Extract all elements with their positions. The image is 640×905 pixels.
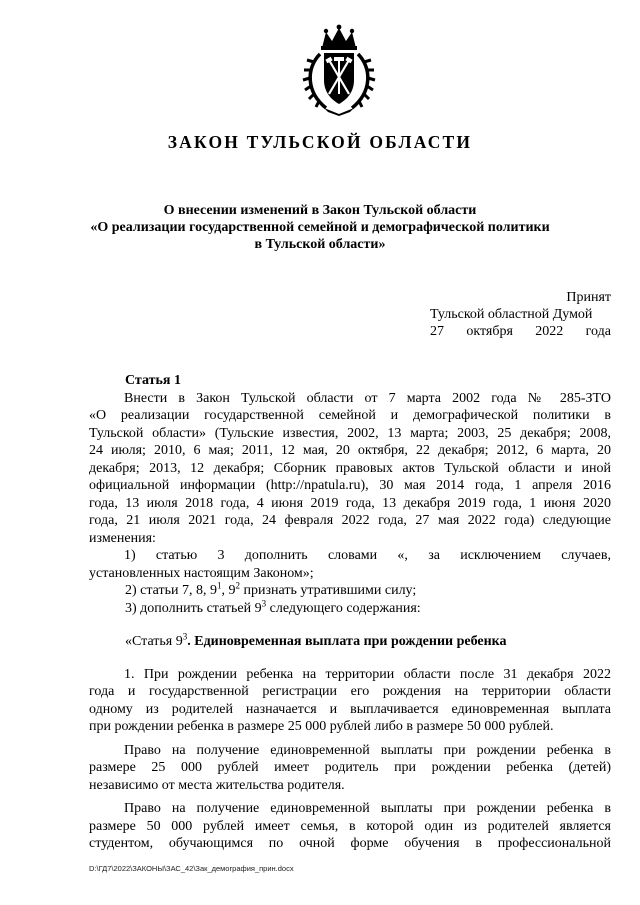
text-run: «Статья 9 [125,634,183,649]
superscript: 1 [217,580,222,591]
amendment-item-2 [89,582,611,600]
subject-line: О внесении изменений в Закон Тульской области [163,203,477,218]
adopted-by: Тульской областной Думой [430,307,593,322]
subject-line: в Тульской области» [254,237,386,252]
text-line: года, 21 июля 2021 года, 24 февраля 2022 года, 27 мая 2022 года) следующие [89,513,611,528]
file-path-footer: D:\ГД7\2022\ЗАКОНЫ\ЗАС_42\Зак_демография_прин.docx [89,864,294,873]
superscript: 3 [182,631,188,642]
text-line: студентом, обучающимся по очной форме обучения в профессиональной [89,836,611,851]
text-line: 1. При рождении ребенка на территории области после 31 декабря 2022 [124,666,611,682]
text-line: «О реализации государственной семейной и демографической политики в [89,408,611,423]
adoption-day: 27 [430,324,444,339]
superscript: 3 [261,597,267,608]
text-line: Право на получение единовременной выплаты при рождении ребенка в [124,742,611,758]
text-line: года, 13 июля 2018 года, 4 июня 2019 года, 13 декабря 2019 года, 1 июня 2020 [89,495,611,511]
adopted-label: Принят [566,290,611,305]
text-line: независимо от места жительства родителя. [89,777,345,793]
law-body [89,372,611,853]
article-9-3-heading [89,633,611,651]
article-heading: Статья 1 [125,373,181,388]
text-line: 24 июля; 2010, 6 мая; 2011, 12 мая, 20 октября, 22 декабря; 2012, 6 марта, 20 [89,443,611,458]
adoption-block [430,289,611,340]
superscript: 2 [235,580,241,591]
text-line: декабря; 2013, 12 декабря; Сборник правовых актов Тульской области и иной [89,460,611,476]
adoption-date [430,323,611,340]
text-line: размере 50 000 рублей имеет семья, в которой один из родителей является [89,818,611,834]
text-run: следующего содержания: [266,600,421,616]
text-line: Внести в Закон Тульской области от 7 марта 2002 года № 285-ЗТО [124,390,611,406]
text-run: признать утратившими силу; [240,583,417,598]
text-run: 3) дополнить статьей 9 [125,600,262,616]
subject-line: «О реализации государственной семейной и демографической политики [90,220,550,235]
article-title: . Единовременная выплата при рождении ребенка [187,634,507,649]
text-line: официальной информации (http://npatula.ru), 30 мая 2014 года, 1 апреля 2016 [89,478,611,493]
text-line: размере 25 000 рублей имеет родитель при рождении ребенка (детей) [89,760,611,775]
law-subject [80,202,560,253]
text-line: при рождении ребенка в размере 25 000 рублей либо в размере 50 000 рублей. [89,719,554,734]
adoption-year-word: года [585,324,611,339]
text-line: одному из родителей назначается и выплачивается единовременная выплата [89,701,611,717]
adoption-year: 2022 [535,324,564,339]
adoption-month: октября [466,324,513,339]
text-line: Тульской области» (Тульские известия, 2002, 13 марта; 2003, 25 декабря; 2008, [89,425,611,441]
text-run: , 9 [221,583,236,598]
text-line: установленных настоящим Законом»; [89,565,314,581]
text-line: Право на получение единовременной выплаты при рождении ребенка в [124,801,611,816]
amendment-item-1: 1) статью 3 дополнить словами «, за исключением случаев, [124,548,611,563]
law-title: ЗАКОН ТУЛЬСКОЙ ОБЛАСТИ [167,132,473,152]
text-line: изменения: [89,530,156,546]
tula-coat-of-arms-icon [300,24,378,116]
text-line: года и государственной регистрации его рождения на территории области [89,684,611,699]
text-run: 2) статьи 7, 8, 9 [125,583,218,598]
amendment-item-3 [89,597,611,618]
